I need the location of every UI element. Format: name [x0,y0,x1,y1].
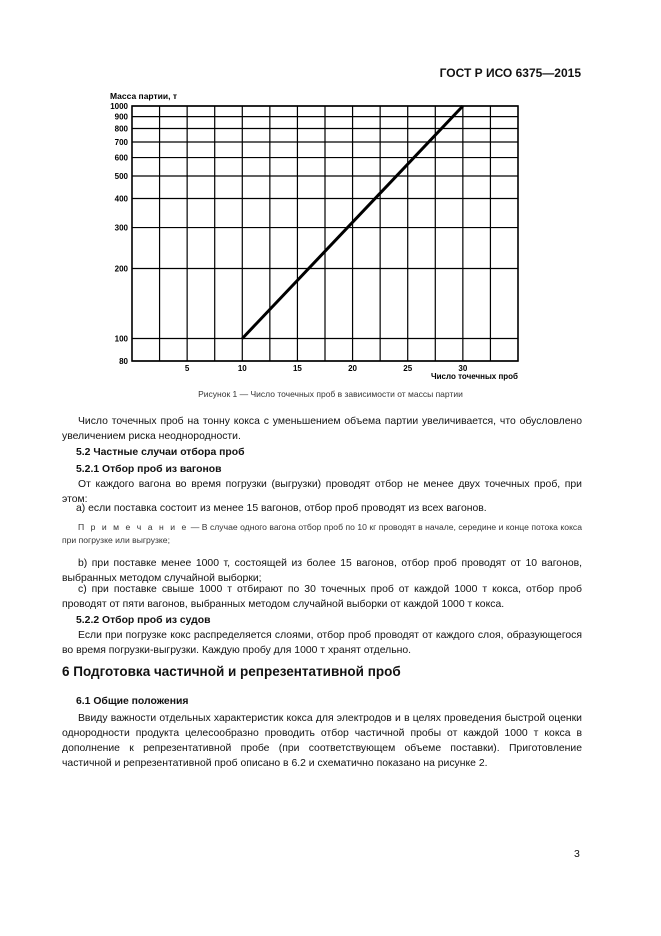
note-text: — В случае одного вагона отбор проб по 10 кг проводят в начале, середине и конце потока кокса при погрузке или выгрузке; [62,522,582,545]
x-tick-label: 5 [184,364,190,373]
list-item-b: b) при поставке менее 1000 т, состоящей из более 15 вагонов, отбор проб проводят от 10 вагонов, выбранных методом случайной выборки; [62,558,582,584]
y-tick-label: 300 [114,223,128,233]
y-tick-label: 80 [119,357,128,366]
list-item-a: а) если поставка состоит из менее 15 вагонов, отбор проб проводят из всех вагонов. [76,503,487,514]
section-heading-6-1: 6.1 Общие положения [76,696,189,707]
y-tick-label: 500 [114,171,128,181]
y-tick-label: 900 [114,112,128,122]
chart-ylabel: Масса партии, т [110,91,177,101]
y-tick-label: 200 [114,264,128,274]
chart-grid [132,106,518,361]
y-tick-label: 600 [114,153,128,163]
paragraph: Ввиду важности отдельных характеристик кокса для электродов и в целях проведения быстрой оценки однородности продукта целесообразно проводить отбор частичной пробы от каждой 1000 т кокса в дополнение к репрезентативной пробе (при соответствующем объеме поставки). Приготовление частичной и репрезентативной проб описано в 6.2 и схематично показано на рисунке 2. [62,713,582,769]
y-tick-label: 1000 [110,102,128,111]
mass-vs-samples-chart [96,86,536,382]
x-tick-label: 20 [348,364,358,373]
y-tick-label: 700 [114,138,128,148]
x-tick-label: 10 [237,364,247,373]
section-heading-5-2-1: 5.2.1 Отбор проб из вагонов [76,464,222,475]
paragraph: От каждого вагона во время погрузки (выгрузки) проводят отбор не менее двух точечных проб, при этом: [62,479,582,505]
paragraph: Число точечных проб на тонну кокса с уменьшением объема партии увеличивается, что обусловлено увеличением риска неоднородности. [62,416,582,442]
section-heading-5-2: 5.2 Частные случаи отбора проб [76,447,245,458]
x-tick-label: 15 [292,364,302,373]
page-number: 3 [574,848,580,860]
y-tick-label: 800 [114,124,128,134]
x-tick-label: 25 [403,364,413,373]
x-tick-label: 30 [458,364,468,373]
chart-y-ticks [110,102,128,366]
paragraph: Если при погрузке кокс распределяется слоями, отбор проб проводят от каждого слоя, образующегося во время погрузки-выгрузки. Каждую пробу для 1000 т хранят отдельно. [62,630,582,656]
note-label: П р и м е ч а н и е [78,522,189,532]
list-item-c: c) при поставке свыше 1000 т отбирают по 30 точечных проб от каждой 1000 т кокса, отбор проб проводят от пяти вагонов, выбранных методом случайной выборки от каждой 1000 т кокса. [62,584,582,610]
y-tick-label: 100 [114,334,128,344]
y-tick-label: 400 [114,194,128,204]
figure-caption: Рисунок 1 — Число точечных проб в зависимости от массы партии [198,389,463,399]
note [62,521,582,547]
chart-xlabel: Число точечных проб [431,372,518,381]
chart-x-ticks [185,364,468,373]
document-header: ГОСТ Р ИСО 6375—2015 [439,66,581,80]
section-heading-6: 6 Подготовка частичной и репрезентативной проб [62,664,401,679]
section-heading-5-2-2: 5.2.2 Отбор проб из судов [76,615,211,626]
